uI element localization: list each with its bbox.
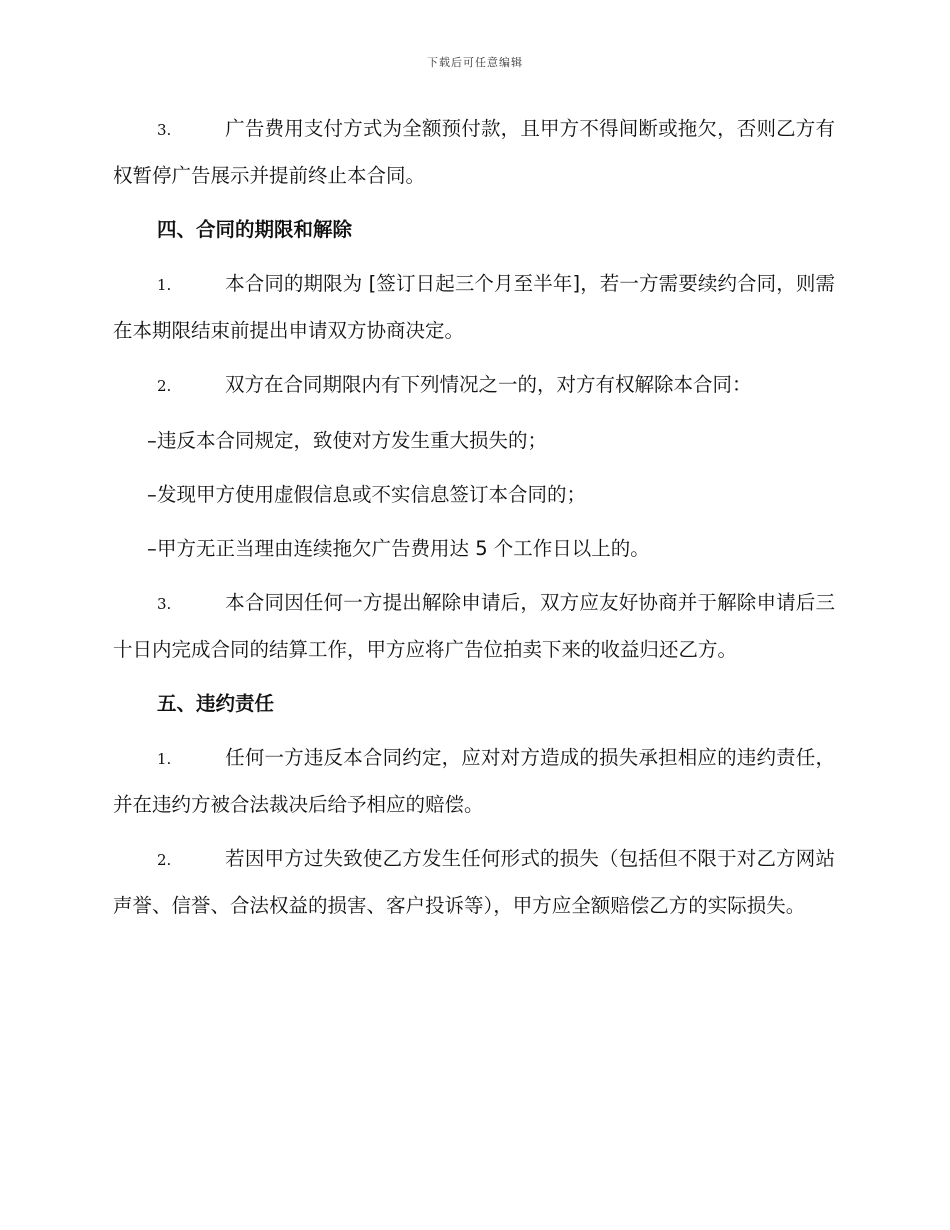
clause-number: 3.: [157, 595, 172, 613]
clause-4-1: [113, 261, 835, 353]
clause-number: 1.: [157, 276, 172, 294]
dash-mark: –: [147, 537, 157, 560]
clause-text: 本合同的期限为 [签订日起三个月至半年]，若一方需要续约合同，则需在本期限结束前提出申请双方协商决定。: [113, 272, 835, 342]
clause-number: 1.: [157, 750, 172, 768]
clause-text: 本合同因任何一方提出解除申请后，双方应友好协商并于解除申请后三十日内完成合同的结算工作，甲方应将广告位拍卖下来的收益归还乙方。: [113, 591, 835, 661]
clause-5-2: [113, 836, 835, 928]
dash-text: 甲方无正当理由连续拖欠广告费用达 5 个工作日以上的。: [157, 537, 650, 560]
section-heading-4: 四、合同的期限和解除: [157, 218, 353, 241]
dash-text: 违反本合同规定，致使对方发生重大损失的；: [157, 429, 548, 452]
clause-number: 3.: [157, 121, 172, 139]
clause-number: 2.: [157, 377, 172, 395]
clause-number: 2.: [157, 851, 172, 869]
dash-text: 发现甲方使用虚假信息或不实信息签订本合同的；: [157, 483, 587, 506]
clause-text: 双方在合同期限内有下列情况之一的，对方有权解除本合同：: [225, 373, 752, 396]
dash-mark: –: [147, 483, 157, 506]
clause-3-3: [113, 106, 835, 198]
document-body: [113, 106, 835, 937]
clause-4-3: [113, 580, 835, 672]
clause-text: 若因甲方过失致使乙方发生任何形式的损失（包括但不限于对乙方网站声誉、信誉、合法权益的损害、客户投诉等），甲方应全额赔偿乙方的实际损失。: [113, 847, 835, 917]
clause-5-1: [113, 735, 835, 827]
clause-text: 广告费用支付方式为全额预付款，且甲方不得间断或拖欠，否则乙方有权暂停广告展示并提前终止本合同。: [113, 117, 835, 187]
dash-item-1: [113, 418, 835, 463]
clause-text: 任何一方违反本合同约定，应对对方造成的损失承担相应的违约责任，并在违约方被合法裁决后给予相应的赔偿。: [113, 746, 835, 816]
dash-item-2: [113, 472, 835, 517]
section-heading-5: 五、违约责任: [157, 692, 275, 715]
dash-mark: –: [147, 429, 157, 452]
header-note: 下载后可任意编辑: [427, 56, 523, 69]
clause-4-2: [113, 362, 835, 409]
dash-item-3: [113, 526, 835, 571]
